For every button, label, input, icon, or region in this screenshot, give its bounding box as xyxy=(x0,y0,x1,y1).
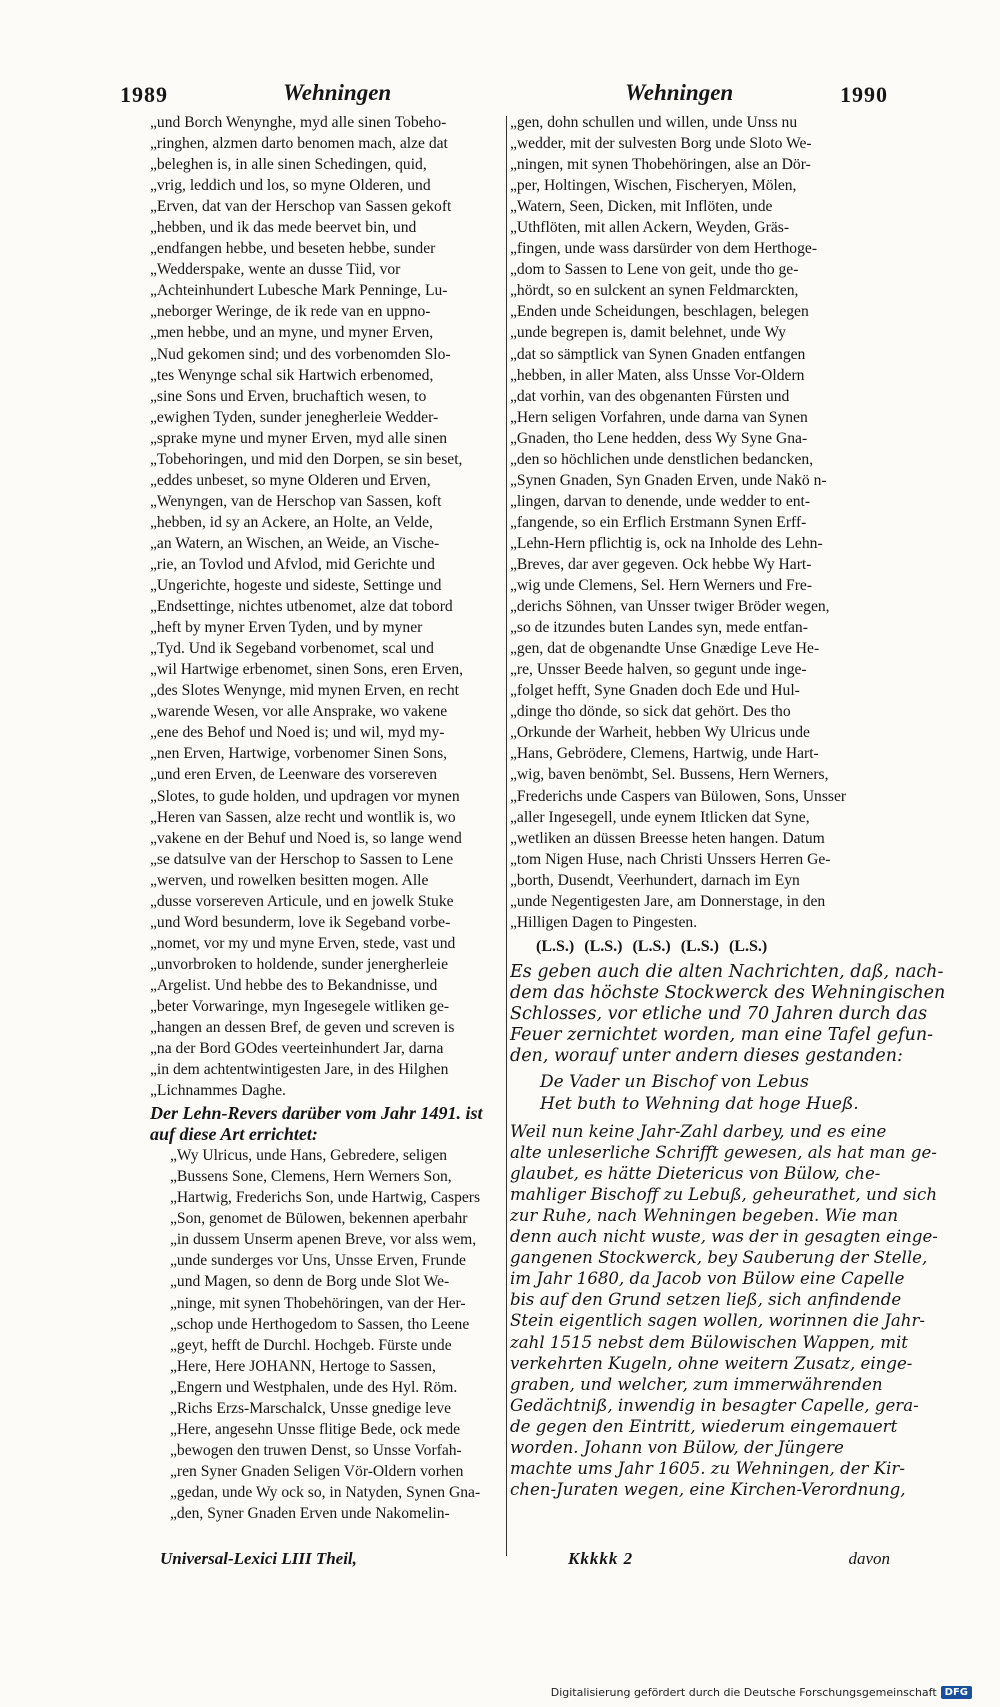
credit-text: Digitalisierung gefördert durch die Deutsche Forschungsgemeinschaft xyxy=(550,1686,937,1699)
text-line: „den, Syner Gnaden Erven unde Nakomelin- xyxy=(170,1505,450,1522)
text-line: „und Magen, so denn de Borg unde Slot We- xyxy=(170,1273,450,1291)
text-line: „ningen, mit synen Thobehöringen, alse an Dör- xyxy=(510,156,811,174)
text-line: „Tobehoringen, und mid den Dorpen, se sin beset, xyxy=(150,450,463,468)
seal-mark: (L.S.) xyxy=(536,937,575,955)
text-line: „unde sunderges vor Uns, Unsse Erven, Frunde xyxy=(170,1252,466,1270)
text-line: „Frederichs unde Caspers van Bülowen, Sons, Unsser xyxy=(510,787,847,805)
right-column xyxy=(510,112,946,1500)
text-line: „Hans, Gebrödere, Clemens, Hartwig, unde Hart- xyxy=(510,745,819,763)
text-line: „Erven, dat van der Herschop van Sassen gekoft xyxy=(150,198,452,216)
text-line: machte ums Jahr 1605. zu Wehningen, der Kir- xyxy=(510,1458,905,1478)
text-line: „Orkunde der Warheit, hebben Wy Ulricus unde xyxy=(510,724,810,742)
inscription-block xyxy=(510,1067,890,1121)
text-line: „und Word besunderm, love ik Segeband vorbe- xyxy=(150,913,451,931)
text-line: zahl 1515 nebst dem Bülowischen Wappen, mit xyxy=(510,1332,908,1352)
text-line: „ringhen, alzmen darto benomen mach, alze dat xyxy=(150,135,448,153)
text-line: bis auf den Grund setzen ließ, sich anfindende xyxy=(510,1290,902,1310)
text-line: „Enden unde Scheidungen, beschlagen, belegen xyxy=(510,303,809,321)
text-line: „hebben, und ik das mede beervet bin, und xyxy=(150,219,417,237)
text-line: „dusse vorsereven Articule, und en jowelk Stuke xyxy=(150,892,454,910)
text-line: „Bussens Sone, Clemens, Hern Werners Son, xyxy=(170,1168,452,1186)
seal-mark: (L.S.) xyxy=(632,937,671,955)
text-line: „wig unde Clemens, Sel. Hern Werners und Fre- xyxy=(510,577,813,595)
text-line: Schlosses, vor etliche und 70 Jahren durch das xyxy=(510,1003,928,1024)
seal-row xyxy=(510,933,890,960)
text-line: Stein eigentlich sagen wollen, worinnen die Jahr- xyxy=(510,1311,925,1331)
running-head-right: Wehningen xyxy=(625,80,734,105)
text-line: „hebben, id sy an Ackere, an Holte, an Velde, xyxy=(150,513,433,531)
seal-mark: (L.S.) xyxy=(584,937,623,955)
text-line: glaubet, es hätte Dietericus von Bülow, che- xyxy=(510,1164,881,1184)
text-line: „vrig, leddich und los, so myne Olderen, und xyxy=(150,177,431,195)
text-line: „Uthflöten, mit allen Ackern, Weyden, Gräs- xyxy=(510,219,790,237)
text-line: „dat so sämptlick van Synen Gnaden entfangen xyxy=(510,345,806,363)
fraktur-paragraph-2 xyxy=(510,1121,938,1500)
left-document-text xyxy=(150,112,502,1101)
text-line: „neborger Weringe, de ik rede van en uppno- xyxy=(150,303,431,321)
text-line: denn auch nicht wuste, was der in gesagten einge- xyxy=(510,1227,938,1247)
running-head-left: Wehningen xyxy=(283,80,392,105)
text-line: „Synen Gnaden, Syn Gnaden Erven, unde Nakö n- xyxy=(510,471,827,489)
text-line: „nomet, vor my und myne Erven, stede, vast und xyxy=(150,934,456,952)
text-line: Der Lehn-Revers darüber vom Jahr 1491. ist xyxy=(150,1103,483,1124)
text-line: „folget hefft, Syne Gnaden doch Ede und Hul- xyxy=(510,682,800,700)
text-line: „beter Vorwaringe, myn Ingesegele witliken ge- xyxy=(150,997,450,1015)
text-line: alte unleserliche Schrifft gewesen, als hat man ge- xyxy=(510,1143,937,1163)
text-line: „und Borch Wenynghe, myd alle sinen Tobeho- xyxy=(150,114,447,131)
text-line: „borth, Dusendt, Veerhundert, darnach im Eyn xyxy=(510,871,800,889)
text-line: „fangende, so ein Erflich Erstmann Synen Erff- xyxy=(510,513,807,531)
text-line: „Nud gekomen sind; und des vorbenomden Slo- xyxy=(150,345,451,363)
text-line: „rie, an Tovlod und Afvlod, mid Gerichte und xyxy=(150,555,435,573)
text-line: chen-Juraten wegen, eine Kirchen-Verordnung, xyxy=(510,1479,906,1499)
text-line: „Wenyngen, van de Herschop van Sassen, koft xyxy=(150,492,442,510)
text-line: graben, und welcher, zum immerwährenden xyxy=(510,1374,883,1394)
column-divider xyxy=(506,116,507,1556)
text-line: „an Watern, an Wischen, an Weide, an Vische- xyxy=(150,534,440,552)
text-line: „dom to Sassen to Lene von geit, unde tho ge- xyxy=(510,261,799,279)
text-line: De Vader un Bischof von Lebus xyxy=(540,1072,809,1093)
footer-catchword: davon xyxy=(848,1549,890,1568)
text-line: „Breves, dar aver gegeven. Ock hebbe Wy Hart- xyxy=(510,555,812,573)
text-line: „bewogen den truwen Denst, so Unsse Vorfah- xyxy=(170,1441,462,1459)
text-line: worden. Johann von Bülow, der Jüngere xyxy=(510,1437,844,1457)
text-line: „eddes unbeset, so myne Olderen und Erven, xyxy=(150,471,431,489)
lehn-revers-heading xyxy=(150,1101,502,1145)
text-line: „dinge tho dönde, so sick dat gehört. Des tho xyxy=(510,703,791,721)
text-line: Feuer zernichtet worden, man eine Tafel gefun- xyxy=(510,1024,934,1045)
page-number-left: 1989 xyxy=(120,82,168,107)
footer-volume: Universal-Lexici LIII Theil, xyxy=(160,1549,357,1568)
text-line: „Hern seligen Vorfahren, unde darna van Synen xyxy=(510,408,808,426)
text-line: „ewighen Tyden, sunder jenegherleie Wedder- xyxy=(150,408,439,426)
text-line: zur Ruhe, nach Wehningen begeben. Wie man xyxy=(510,1206,899,1226)
digitization-credit xyxy=(551,1686,972,1699)
text-line: „Endsettinge, nichtes utbenomet, alze dat tobord xyxy=(150,598,453,616)
text-line: „Tyd. Und ik Segeband vorbenomet, scal und xyxy=(150,640,434,658)
text-line: „wetliken an düssen Breesse heten hangen. Datum xyxy=(510,829,825,847)
text-line: „Slotes, to gude holden, und updragen vor mynen xyxy=(150,787,460,805)
text-line: „tes Wenynge schal sik Hartwich erbenomed, xyxy=(150,366,434,384)
text-line: „warende Wesen, vor alle Ansprake, wo vakene xyxy=(150,703,448,721)
text-line: „nen Erven, Hartwige, vorbenomer Sinen Sons, xyxy=(150,745,448,763)
text-line: „hebben, in aller Maten, alss Unsse Vor-Oldern xyxy=(510,366,805,384)
text-line: „derichs Söhnen, van Unsser twiger Bröder wegen, xyxy=(510,598,830,616)
text-line: den, worauf unter andern dieses gestanden: xyxy=(510,1046,903,1067)
text-line: verkehrten Kugeln, ohne weitern Zusatz, einge- xyxy=(510,1353,913,1373)
text-line: „hördt, so en sulckent an synen Feldmarckten, xyxy=(510,282,799,300)
text-line: „tom Nigen Huse, nach Christi Unssers Herren Ge- xyxy=(510,850,831,868)
text-line: „fingen, unde wass darsürder von dem Herthoge- xyxy=(510,240,818,258)
text-line: „unde begrepen is, damit belehnet, unde Wy xyxy=(510,324,786,342)
text-line: „wedder, mit der sulvesten Borg unde Sloto We- xyxy=(510,135,812,153)
footer-signature: Kkkkk 2 xyxy=(568,1549,634,1568)
text-line: „des Slotes Wenynge, mid mynen Erven, en recht xyxy=(150,682,459,700)
text-line: „heft by myner Erven Tyden, und by myner xyxy=(150,619,423,637)
text-line: „Ungerichte, hogeste und sideste, Settinge und xyxy=(150,577,442,595)
text-line: Weil nun keine Jahr-Zahl darbey, und es eine xyxy=(510,1122,887,1142)
text-line: „Hilligen Dagen to Pingesten. xyxy=(510,913,698,931)
text-line: „und eren Erven, de Leenware des vorsereven xyxy=(150,766,438,784)
text-line: Es geben auch die alten Nachrichten, daß, nach- xyxy=(510,961,944,982)
text-line: „per, Holtingen, Wischen, Fischeryen, Mölen, xyxy=(510,177,797,195)
text-line: „ren Syner Gnaden Seligen Vör-Oldern vorhen xyxy=(170,1462,464,1480)
text-line: „ene des Behof und Noed is; und wil, myd my- xyxy=(150,724,445,742)
text-line: „Here, Here JOHANN, Hertoge to Sassen, xyxy=(170,1357,436,1375)
seal-mark: (L.S.) xyxy=(680,937,719,955)
text-line: „so de itzundes buten Landes syn, mede entfan- xyxy=(510,619,808,637)
text-line: „Wedderspake, wente an dusse Tiid, vor xyxy=(150,261,401,279)
text-line: „Heren van Sassen, alze recht und wontlik is, wo xyxy=(150,808,456,826)
text-line: „wil Hartwige erbenomet, sinen Sons, eren Erven, xyxy=(150,661,464,679)
text-line: „gen, dohn schullen und willen, unde Unss nu xyxy=(510,114,798,131)
page-number-right: 1990 xyxy=(840,82,888,107)
text-line: „lingen, darvan to denende, unde wedder to ent- xyxy=(510,492,811,510)
text-line: mahliger Bischoff zu Lebuß, geheurathet, und sich xyxy=(510,1185,938,1205)
text-line: „Richs Erzs-Marschalck, Unsse gnedige leve xyxy=(170,1399,452,1417)
text-line: „Lichnammes Daghe. xyxy=(150,1082,286,1100)
text-line: „wig, baven benömbt, Sel. Bussens, Hern Werners, xyxy=(510,766,829,784)
text-line: „dat vorhin, van des obgenanten Fürsten und xyxy=(510,387,790,405)
seal-mark: (L.S.) xyxy=(728,937,768,955)
text-line: „schop unde Herthogedom to Sassen, tho Leene xyxy=(170,1315,470,1333)
page-header xyxy=(120,78,888,112)
text-line: „gedan, unde Wy ock so, in Natyden, Synen Gna- xyxy=(170,1483,481,1501)
text-line: „sine Sons und Erven, bruchaftich wesen, to xyxy=(150,387,427,405)
text-line: Gedächtniß, inwendig in besagter Capelle, gera- xyxy=(510,1395,919,1415)
text-line: „Wy Ulricus, unde Hans, Gebredere, seligen xyxy=(170,1147,448,1165)
left-column xyxy=(150,112,502,1524)
text-line: dem das höchste Stockwerck des Wehningischen xyxy=(510,982,946,1003)
text-line: „werven, und rowelken besitten mogen. Alle xyxy=(150,871,429,889)
text-line: Het buth to Wehning dat hoge Hueß. xyxy=(540,1094,859,1115)
fraktur-paragraph xyxy=(510,960,946,1067)
text-line: auf diese Art errichtet: xyxy=(150,1124,318,1145)
text-line: „Hartwig, Frederichs Son, unde Hartwig, Caspers xyxy=(170,1189,481,1207)
page-footer xyxy=(150,1549,890,1575)
dfg-logo-icon: DFG xyxy=(941,1686,972,1699)
text-line: de gegen den Eintritt, wiederum eingemauert xyxy=(510,1416,898,1436)
text-line: „Gnaden, tho Lene hedden, dess Wy Syne Gna- xyxy=(510,429,808,447)
text-line: „vakene en der Behuf und Noed is, so lange wend xyxy=(150,829,462,847)
text-line: „Argelist. Und hebbe des to Bekandnisse, und xyxy=(150,976,438,994)
text-line: „gen, dat de obgenandte Unse Gnædige Leve He- xyxy=(510,640,820,658)
lehn-revers-text xyxy=(150,1145,502,1524)
text-line: „geyt, hefft de Durchl. Hochgeb. Fürste unde xyxy=(170,1336,452,1354)
text-line: „in dussem Unserm apenen Breve, vor alss wem, xyxy=(170,1231,477,1249)
right-document-text xyxy=(510,112,890,933)
text-line: „sprake myne und myner Erven, myd alle sinen xyxy=(150,429,448,447)
text-line: „unde Negentigesten Jare, am Donnerstage, in den xyxy=(510,892,826,910)
text-line: „Son, genomet de Bülowen, bekennen aperbahr xyxy=(170,1210,468,1228)
text-line: „na der Bord GOdes veerteinhundert Jar, darna xyxy=(150,1040,444,1058)
text-line: gangenen Stockwerck, bey Sauberung der Stelle, xyxy=(510,1248,928,1268)
text-line: „hangen an dessen Bref, de geven und screven is xyxy=(150,1019,455,1037)
text-line: „Engern und Westphalen, unde des Hyl. Röm. xyxy=(170,1378,458,1396)
text-line: „endfangen hebbe, und beseten hebbe, sunder xyxy=(150,240,436,258)
text-line: „unvorbroken to holdende, sunder jenergherleie xyxy=(150,955,449,973)
text-line: „Lehn-Hern pflichtig is, ock na Inholde des Lehn- xyxy=(510,534,823,552)
text-line: „re, Unsser Beede halven, so gegunt unde inge- xyxy=(510,661,807,679)
text-line: „Achteinhundert Lubesche Mark Penninge, Lu- xyxy=(150,282,448,300)
text-line: „men hebbe, und an myne, und myner Erven, xyxy=(150,324,434,342)
text-line: „den so höchlichen unde denstlichen bedancken, xyxy=(510,450,814,468)
text-line: „beleghen is, in alle sinen Schedingen, quid, xyxy=(150,156,427,174)
text-line: im Jahr 1680, da Jacob von Bülow eine Capelle xyxy=(510,1269,905,1289)
text-line: „se datsulve van der Herschop to Sassen to Lene xyxy=(150,850,454,868)
text-line: „Here, angesehn Unsse flitige Bede, ock mede xyxy=(170,1420,461,1438)
text-line: „in dem achtentwintigesten Jare, in des Hilghen xyxy=(150,1061,449,1079)
text-line: „ninge, mit synen Thobehöringen, van der Her- xyxy=(170,1294,466,1312)
text-line: „Watern, Seen, Dicken, mit Inflöten, unde xyxy=(510,198,773,216)
text-line: „aller Ingesegell, unde eynem Itlicken dat Syne, xyxy=(510,808,810,826)
